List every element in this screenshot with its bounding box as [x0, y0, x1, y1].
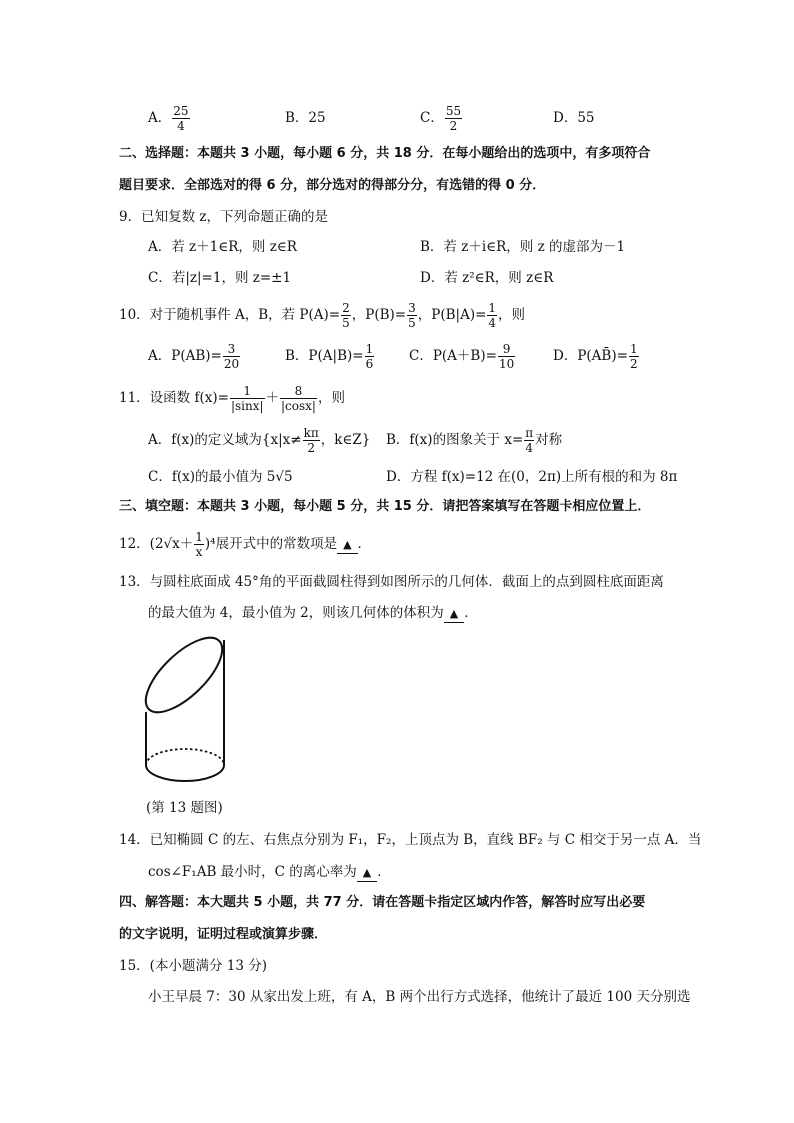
q9-stem: 9．已知复数 z，下列命题正确的是: [119, 209, 328, 225]
fraction: $\frac{25}{4}$: [173, 104, 189, 133]
figure-caption: (第 13 题图): [146, 800, 223, 816]
q8-option-a: A． $\frac{25}{4}$: [148, 104, 189, 133]
fraction: $\frac{55}{2}$: [445, 104, 462, 133]
q14-stem-line1: 14．已知椭圆 C 的左、右焦点分别为 F₁，F₂，上顶点为 B，直线 BF₂ 与 C 相交于另一点 A．当: [119, 832, 702, 848]
q10-option-a: A．P(AB)= $\frac{3}{20}$: [148, 342, 240, 371]
answer-blank: ▲: [444, 606, 464, 623]
q9-option-c: C．若|z|=1，则 z=±1: [148, 270, 292, 286]
section3-heading: 三、填空题：本题共 3 小题，每小题 5 分，共 15 分．请把答案填写在答题卡相应位置上．: [119, 499, 651, 514]
q11-option-c: C．f(x)的最小值为 5√5: [148, 469, 293, 485]
q8-option-c: C． $\frac{55}{2}$: [420, 104, 462, 133]
q12-stem: 12．(2√x＋ $\frac{1}{x}$ )⁴展开式中的常数项是 ▲ ．: [119, 530, 372, 559]
section2-heading-line2: 题目要求．全部选对的得 6 分，部分选对的得部分分，有选错的得 0 分．: [119, 178, 546, 193]
q9-option-b: B．若 z＋i∈R，则 z 的虚部为－1: [420, 239, 626, 255]
q15-title: 15．(本小题满分 13 分): [119, 958, 267, 974]
q15-body-line1: 小王早晨 7：30 从家出发上班，有 A，B 两个出行方式选择，他统计了最近 100 天分别选: [148, 989, 691, 1005]
section2-heading-line1: 二、选择题：本题共 3 小题，每小题 6 分，共 18 分．在每小题给出的选项中，有多项符合: [119, 146, 651, 161]
q13-stem-line1: 13．与圆柱底面成 45°角的平面截圆柱得到如图所示的几何体．截面上的点到圆柱底面距离: [119, 574, 664, 590]
q8-option-b: B．25: [285, 110, 326, 126]
q10-option-b: B．P(A|B)= $\frac{1}{6}$: [285, 342, 374, 371]
q10-option-c: C．P(A＋B)= $\frac{9}{10}$: [409, 342, 515, 371]
q11-option-d: D．方程 f(x)=12 在(0，2π)上所有根的和为 8π: [386, 469, 678, 485]
q14-stem-line2: cos∠F₁AB 最小时，C 的离心率为 ▲ ．: [148, 864, 391, 880]
q10-stem: 10．对于随机事件 A，B，若 P(A)= $\frac{2}{5}$ ，P(B)= $\frac{3}{5}$ ，P(B|A)= $\frac{1}{4}$ ，则: [119, 301, 526, 330]
answer-blank: ▲: [337, 537, 357, 554]
base-back-arc: [146, 749, 224, 765]
section4-heading-line2: 的文字说明，证明过程或演算步骤．: [119, 927, 328, 942]
q10-option-d: D．P(AB̄)= $\frac{1}{2}$: [553, 342, 638, 371]
q11-stem: 11．设函数 f(x)= $\frac{1}{|\sin x|}$ ＋ $\frac{8}{|\cos x|}$ ，则: [119, 384, 345, 413]
section4-heading-line1: 四、解答题：本大题共 5 小题，共 77 分．请在答题卡指定区域内作答，解答时应写出必要: [119, 895, 646, 910]
q9-option-d: D．若 z²∈R，则 z∈R: [420, 270, 554, 286]
answer-blank: ▲: [357, 865, 377, 882]
q13-stem-line2: 的最大值为 4，最小值为 2，则该几何体的体积为 ▲ ．: [148, 605, 478, 621]
base-front-arc: [146, 765, 224, 781]
q11-option-b: B．f(x)的图象关于 x= $\frac{\pi}{4}$ 对称: [386, 426, 563, 455]
truncated-cylinder-figure: [138, 628, 234, 790]
q9-option-a: A．若 z＋1∈R，则 z∈R: [148, 239, 297, 255]
q8-option-d: D．55: [553, 110, 595, 126]
slanted-section-ellipse: [138, 628, 234, 724]
q11-option-a: A．f(x)的定义域为{x|x≠ $\frac{k\pi}{2}$ ，k∈Z}: [148, 426, 371, 455]
